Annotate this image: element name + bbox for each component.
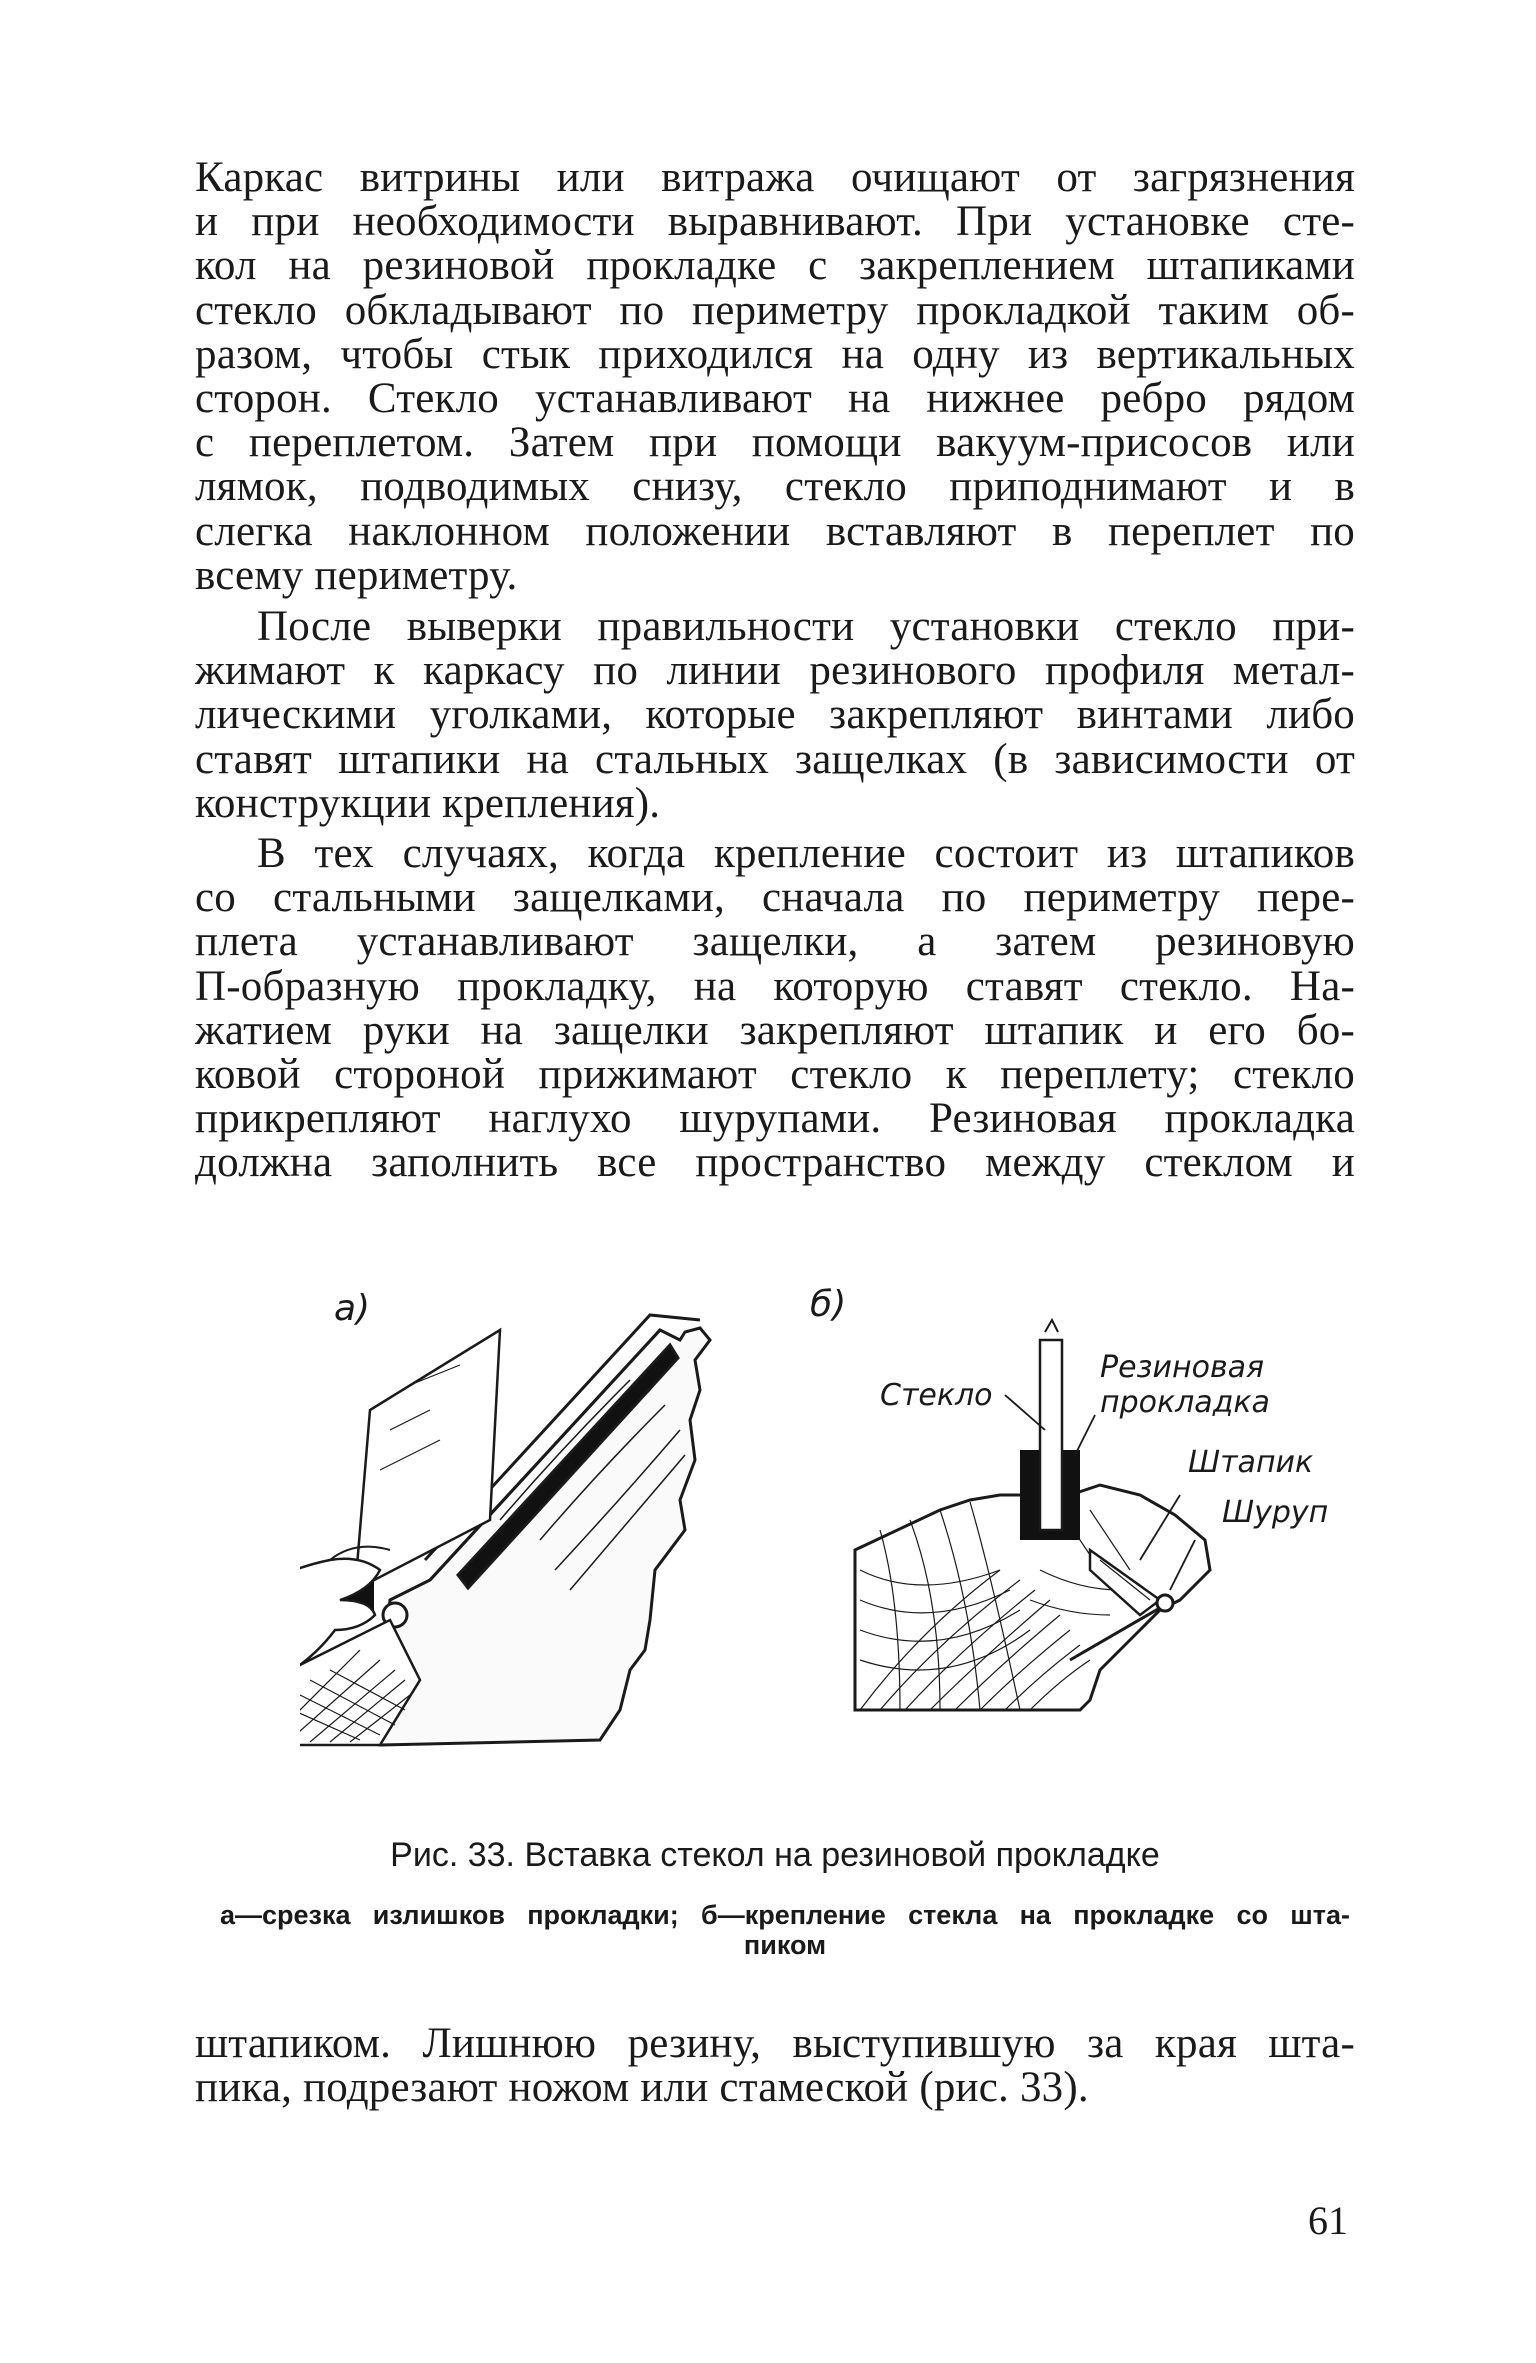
figure-label-b: б) <box>810 1284 847 1325</box>
callout-bead: Штапик <box>1188 1445 1314 1480</box>
text-line: со стальными защелками, сначала по периметру пере- <box>195 874 1355 922</box>
text-line: жатием руки на защелки закрепляют штапик и его бо- <box>195 1006 1355 1054</box>
paragraph-1 <box>195 156 1355 598</box>
callout-rubber-line1: Резиновая <box>1100 1350 1265 1385</box>
callout-screw: Шуруп <box>1222 1495 1329 1530</box>
paragraph-4 <box>195 2022 1355 2110</box>
figure-33 <box>300 1270 1350 1790</box>
callout-rubber-line2: прокладка <box>1100 1385 1270 1420</box>
text-line: с переплетом. Затем при помощи вакуум-присосов или <box>195 419 1355 467</box>
drawing-a <box>300 1315 710 1790</box>
text-line: ставят штапики на стальных защелках (в зависимости от <box>195 735 1355 783</box>
page-number: 61 <box>1308 2198 1348 2243</box>
text-line: конструкции крепления). <box>195 779 661 827</box>
paragraph-3 <box>195 832 1355 1186</box>
figure-caption-text <box>220 1900 1350 1960</box>
text-line: лическими уголками, которые закрепляют винтами либо <box>195 691 1355 739</box>
text-line: пика, подрезают ножом или стамеской (рис. 33). <box>195 2064 1089 2112</box>
text-line: После выверки правильности установки стекло при- <box>257 603 1355 650</box>
figure-drawing <box>300 1270 1350 1790</box>
text-line: лямок, подводимых снизу, стекло приподнимают и в <box>195 463 1355 511</box>
text-line: П-образную прокладку, на которую ставят стекло. На- <box>195 962 1355 1010</box>
text-line: В тех случаях, когда крепление состоит из штапиков <box>257 830 1355 877</box>
figure-label-a: а) <box>334 1288 371 1329</box>
paragraph-2 <box>195 605 1355 826</box>
text-line: кол на резиновой прокладке с закреплением штапиками <box>195 242 1355 290</box>
text-line: плета устанавливают защелки, а затем резиновую <box>195 918 1355 966</box>
text-line: ковой стороной прижимают стекло к переплету; стекло <box>195 1051 1355 1099</box>
text-line: стекло обкладывают по периметру прокладкой таким об- <box>195 286 1355 334</box>
text-line: сторон. Стекло устанавливают на нижнее ребро рядом <box>195 375 1355 423</box>
callout-glass: Стекло <box>880 1378 993 1413</box>
caption-line: а—срезка излишков прокладки; б—крепление стекла на прокладке со шта- <box>220 1900 1350 1930</box>
text-line: должна заполнить все пространство между стеклом и <box>195 1139 1355 1187</box>
text-line: всему периметру. <box>195 551 518 599</box>
text-line: штапиком. Лишнюю резину, выступившую за края шта- <box>195 2020 1355 2067</box>
text-line: жимают к каркасу по линии резинового профиля метал- <box>195 647 1355 695</box>
text-line: разом, чтобы стык приходился на одну из вертикальных <box>195 330 1355 378</box>
caption-line: пиком <box>743 1930 827 1960</box>
text-line: прикрепляют наглухо шурупами. Резиновая прокладка <box>195 1095 1355 1143</box>
figure-caption-title: Рис. 33. Вставка стекол на резиновой прокладке <box>390 1836 1160 1874</box>
text-line: и при необходимости выравнивают. При установке сте- <box>195 198 1355 246</box>
text-line: Каркас витрины или витража очищают от загрязнения <box>195 154 1355 201</box>
text-line: слегка наклонном положении вставляют в переплет по <box>195 507 1355 555</box>
